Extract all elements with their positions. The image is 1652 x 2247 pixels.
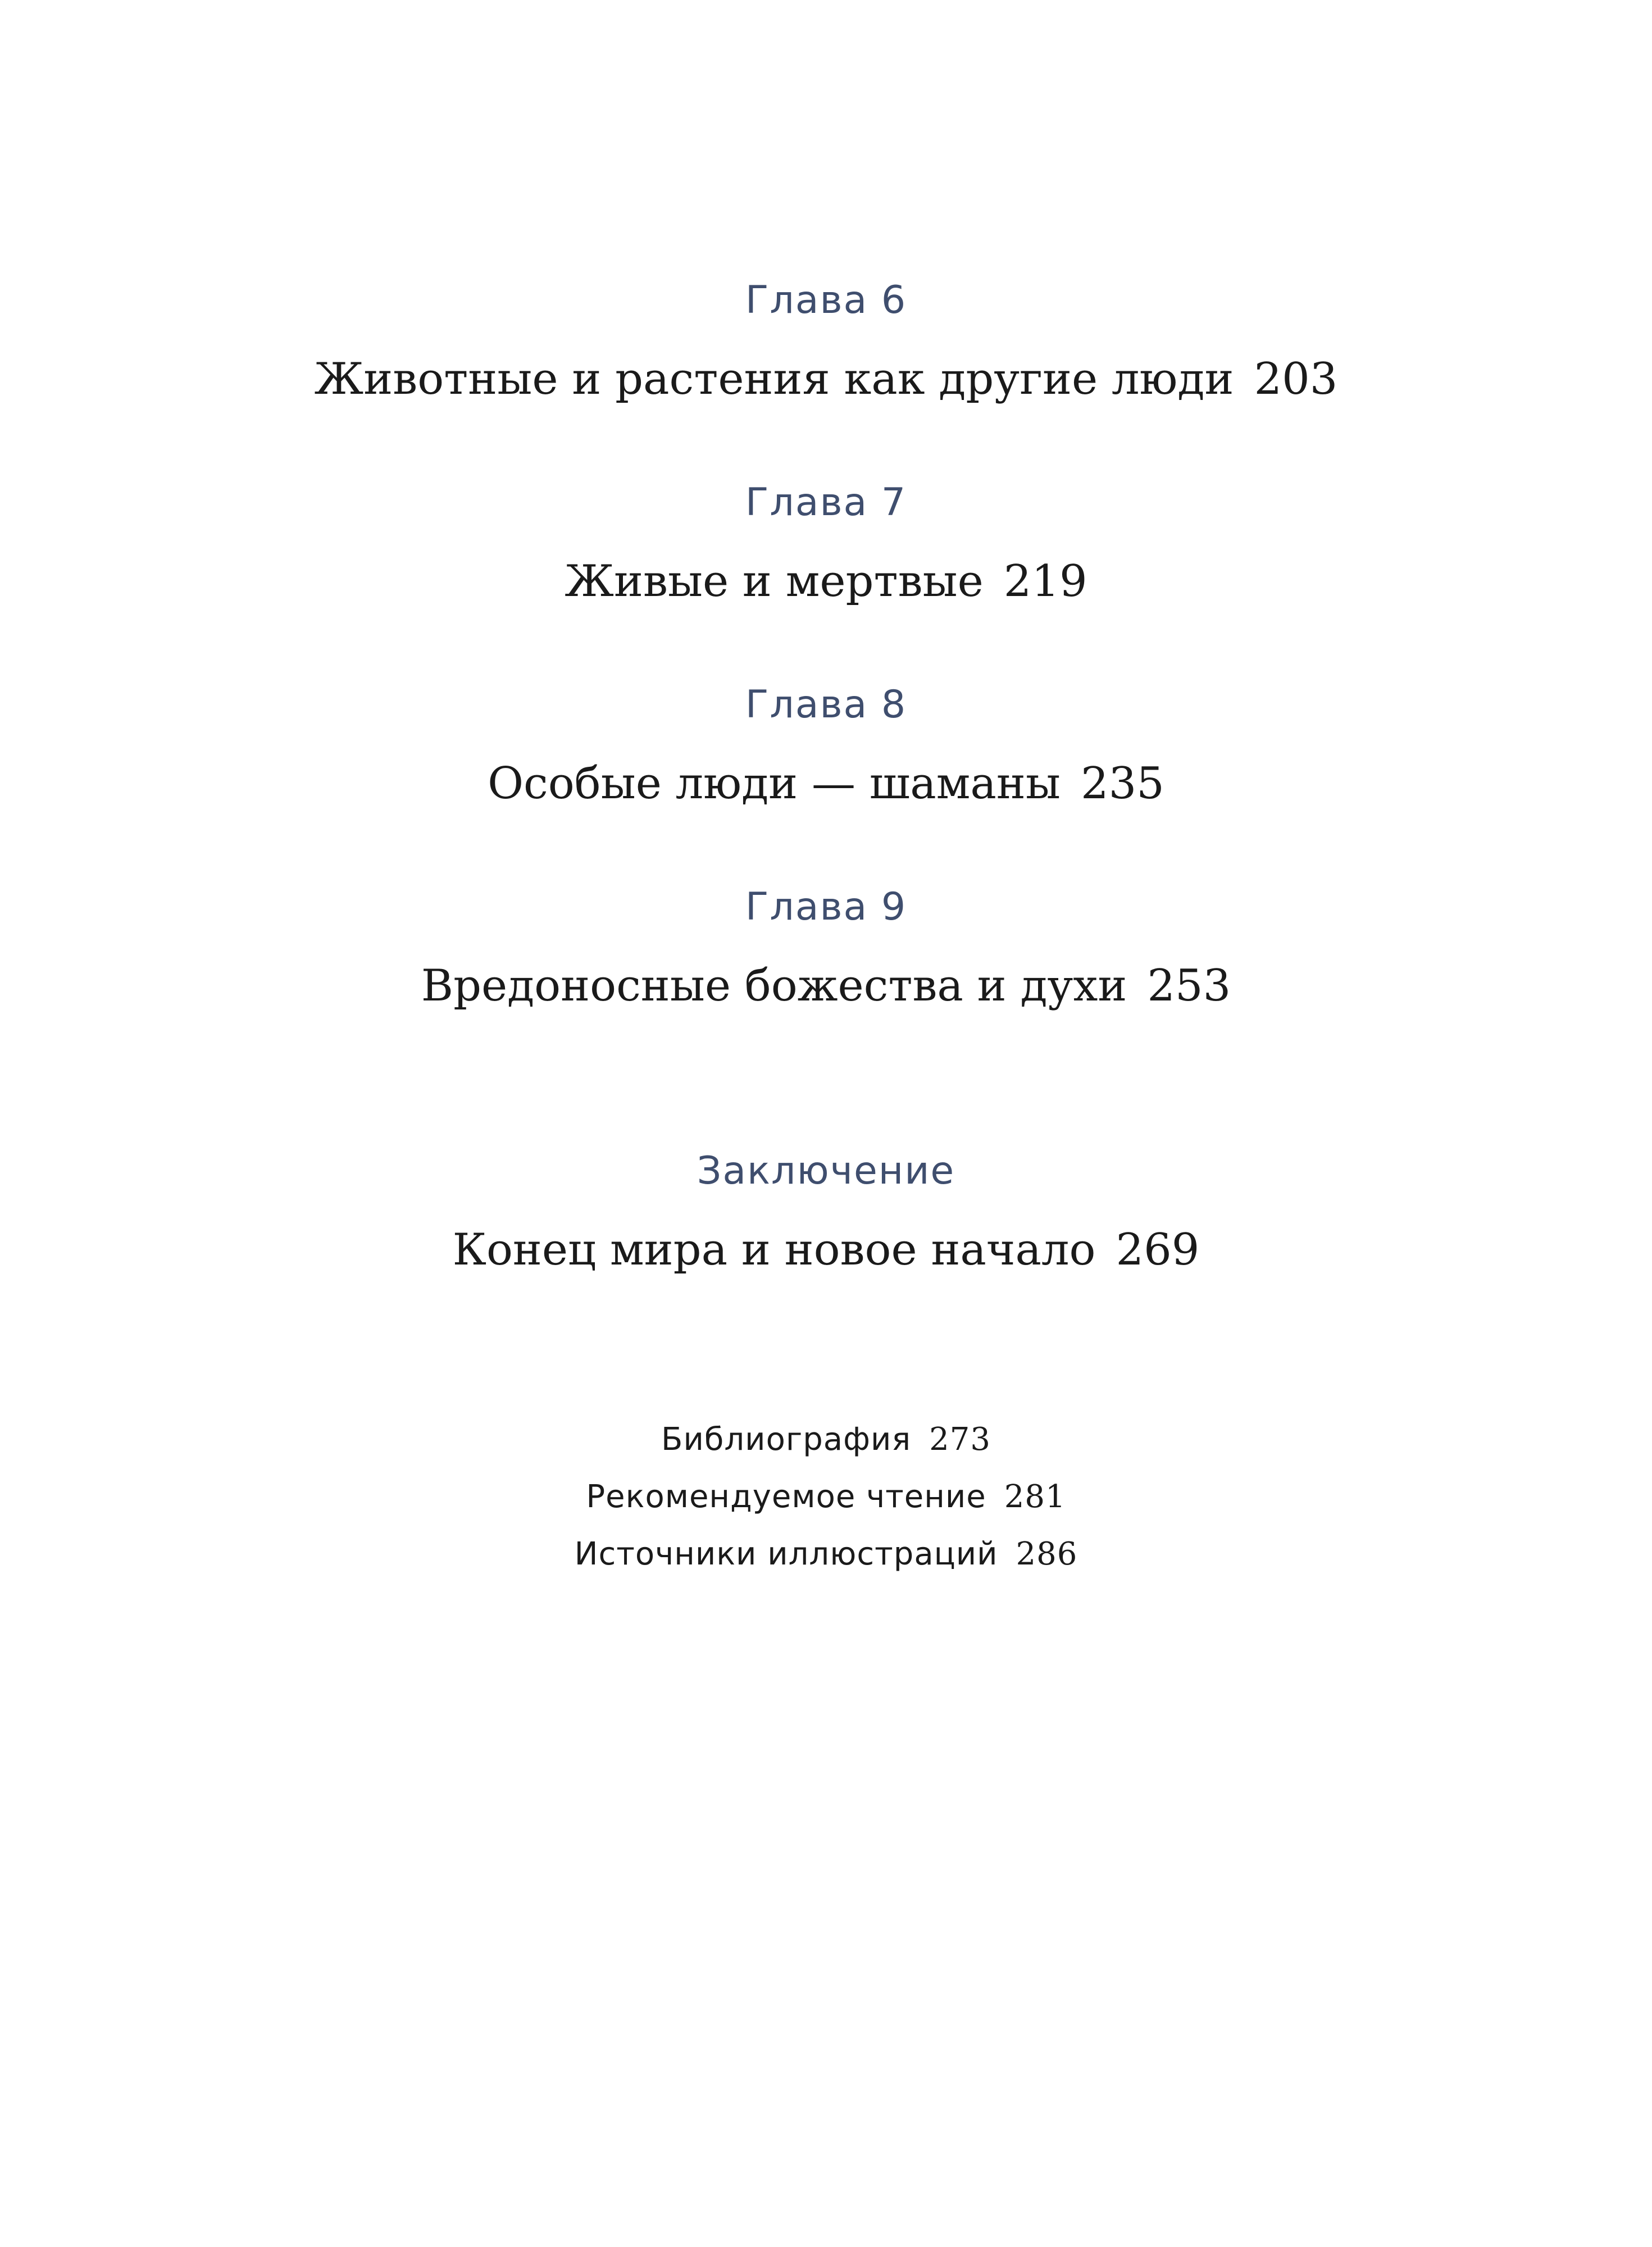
- chapter-8-entry: [0, 758, 1652, 809]
- chapter-6-entry: [0, 354, 1652, 404]
- chapter-8-page: 235: [1081, 758, 1164, 809]
- chapter-9-page: 253: [1147, 961, 1231, 1011]
- recommended-reading-title: Рекомендуемое чтение: [586, 1479, 986, 1515]
- illustration-sources-title: Источники иллюстраций: [574, 1536, 998, 1572]
- chapter-6-label: Глава 6: [745, 278, 907, 322]
- chapter-9-label: Глава 9: [745, 885, 907, 929]
- chapter-7-entry: [0, 556, 1652, 607]
- chapter-8-title: Особые люди — шаманы: [488, 758, 1061, 809]
- chapter-7-page: 219: [1003, 556, 1087, 607]
- back-matter-item: [0, 1479, 1652, 1515]
- conclusion-label: Заключение: [697, 1149, 955, 1193]
- bibliography-title: Библиография: [661, 1421, 912, 1458]
- chapter-7-label: Глава 7: [745, 480, 907, 525]
- chapter-9-title: Вредоносные божества и духи: [421, 961, 1127, 1011]
- chapter-7-title: Живые и мертвые: [565, 556, 984, 607]
- conclusion-title: Конец мира и новое начало: [452, 1225, 1096, 1275]
- chapter-6-title: Животные и растения как другие люди: [314, 354, 1234, 404]
- illustration-sources-page: 286: [1016, 1536, 1078, 1572]
- recommended-reading-page: 281: [1004, 1479, 1066, 1515]
- back-matter-item: [0, 1536, 1652, 1572]
- conclusion-page: 269: [1116, 1225, 1200, 1275]
- bibliography-page: 273: [929, 1421, 991, 1458]
- chapter-9-entry: [0, 961, 1652, 1011]
- chapter-8-label: Глава 8: [745, 683, 907, 727]
- back-matter-item: [0, 1421, 1652, 1458]
- chapter-6-page: 203: [1254, 354, 1338, 404]
- conclusion-entry: [0, 1225, 1652, 1275]
